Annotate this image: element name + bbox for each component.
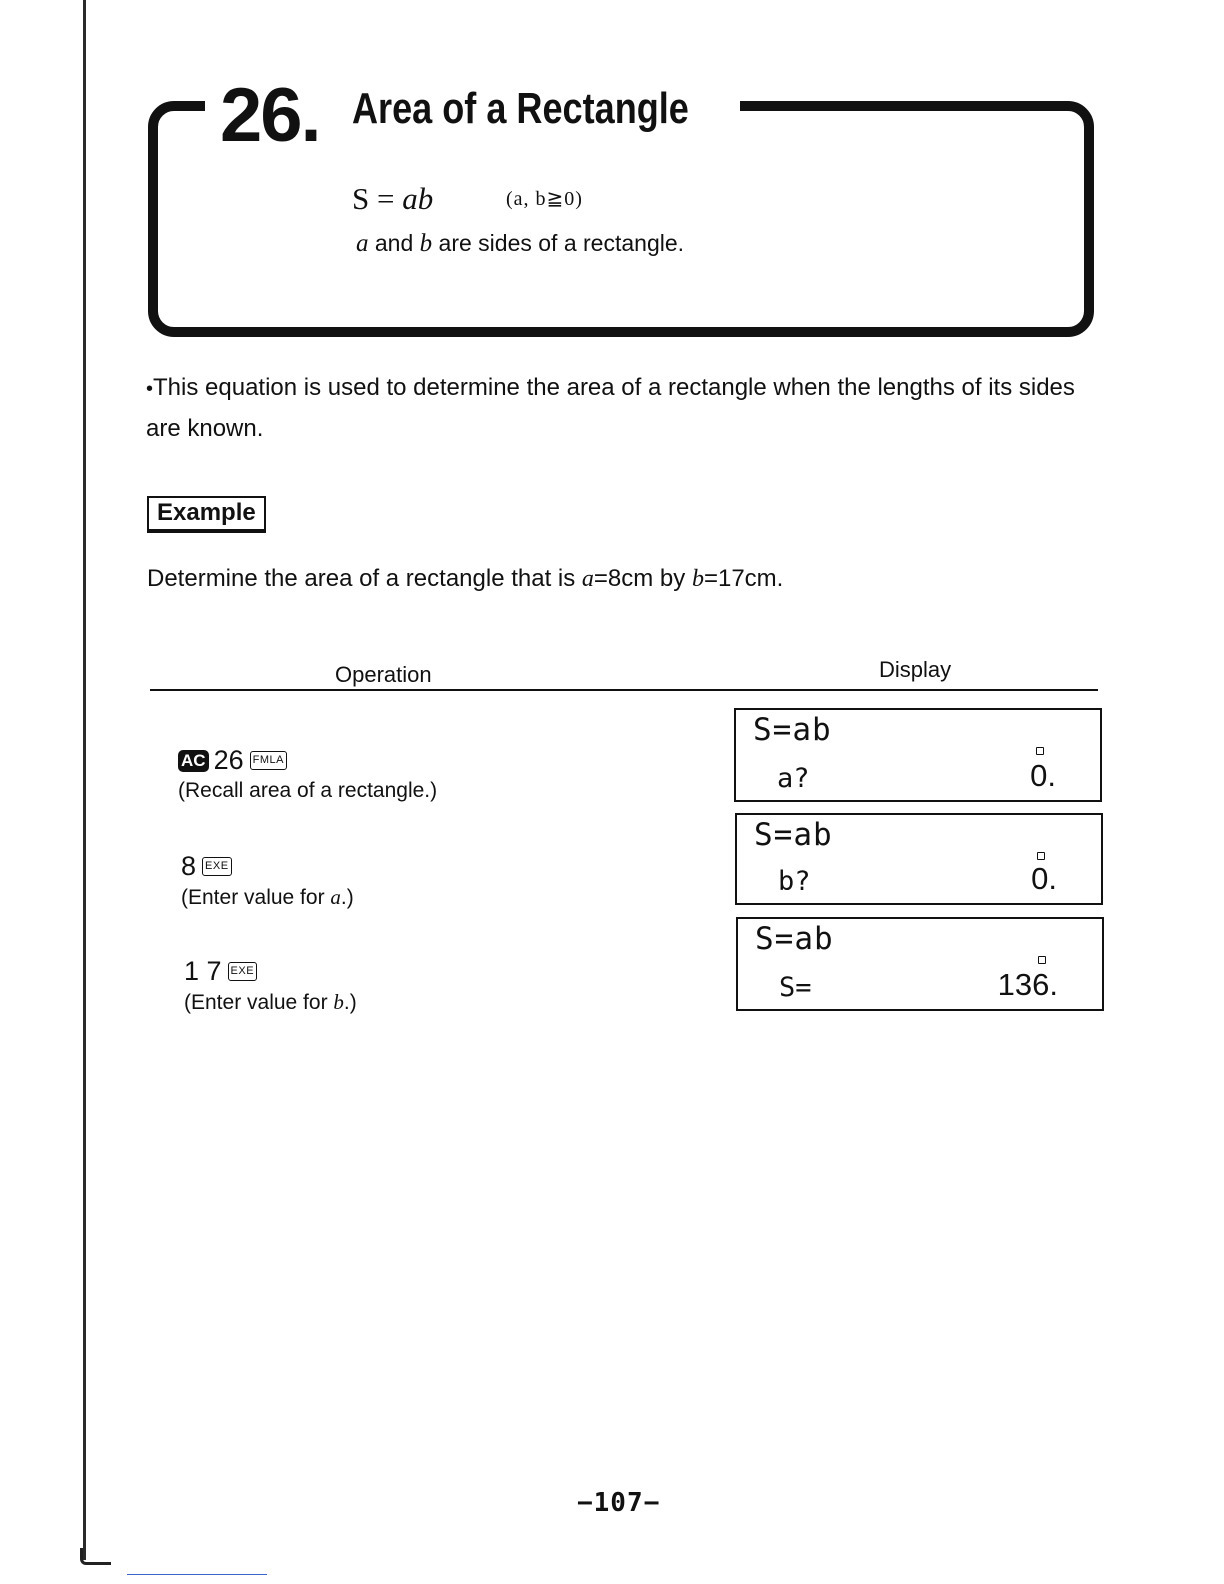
problem-var-b: b	[691, 566, 704, 592]
page-number: −107−	[577, 1488, 661, 1518]
display-1-line1: S=ab	[753, 712, 832, 748]
bullet: •	[146, 378, 154, 400]
display-indicator-icon	[1038, 956, 1046, 964]
display-indicator-icon	[1037, 852, 1045, 860]
display-2	[735, 813, 1103, 905]
step-3-note-text: (Enter value for	[184, 991, 334, 1014]
display-1	[734, 708, 1102, 802]
binding-corner	[80, 1548, 111, 1565]
problem-statement	[147, 565, 783, 593]
step-2-keys	[181, 851, 354, 882]
section-title: Area of a Rectangle	[352, 84, 689, 133]
formula-description	[356, 230, 684, 258]
step-2-note-text: (Enter value for	[181, 886, 331, 909]
page-edge-line	[127, 1574, 267, 1575]
formula	[352, 181, 433, 217]
formula-rhs: ab	[402, 181, 434, 216]
display-2-line1: S=ab	[754, 817, 833, 853]
intro-text: This equation is used to determine the area of a rectangle when the lengths of its sides are known.	[146, 374, 1075, 442]
intro-paragraph	[146, 368, 1106, 448]
display-3	[736, 917, 1104, 1011]
step-3	[184, 956, 357, 1015]
example-label: Example	[147, 496, 266, 533]
fmla-key: FMLA	[250, 751, 287, 770]
step-1	[178, 745, 437, 803]
problem-text: Determine the area of a rectangle that is	[147, 565, 582, 592]
step-2-note-end: .)	[340, 886, 354, 909]
display-3-line2: S=	[779, 972, 812, 1003]
display-header: Display	[879, 657, 952, 682]
formula-condition: (a, b≧0)	[506, 188, 583, 210]
problem-a-value: =8cm by	[593, 565, 692, 592]
table-rule	[150, 689, 1098, 691]
step-3-note-end: .)	[343, 991, 357, 1014]
formula-lhs: S =	[352, 181, 403, 216]
display-2-value: 0.	[1031, 861, 1057, 896]
step-3-note-var: b	[333, 990, 344, 1014]
step-2	[181, 851, 354, 910]
step-3-digits: 1 7	[184, 956, 222, 986]
var-a: a	[356, 230, 369, 257]
step-1-note: (Recall area of a rectangle.)	[178, 779, 438, 802]
problem-b-value: =17cm.	[703, 565, 784, 592]
display-indicator-icon	[1036, 747, 1044, 755]
ac-key: AC	[178, 750, 209, 772]
display-1-line2: a?	[777, 763, 810, 794]
step-2-digits: 8	[181, 851, 197, 881]
step-3-note	[184, 990, 357, 1015]
display-3-value: 136.	[997, 967, 1058, 1002]
step-1-digits: 26	[213, 745, 244, 775]
display-2-line2: b?	[778, 866, 811, 897]
exe-key: EXE	[202, 857, 232, 876]
step-2-note-var: a	[330, 885, 341, 909]
exe-key: EXE	[228, 962, 258, 981]
var-b: b	[419, 230, 433, 257]
step-2-note	[181, 885, 354, 910]
operation-header: Operation	[335, 662, 432, 687]
section-number: 26.	[220, 73, 320, 158]
desc-rest: are sides of a rectangle.	[432, 230, 685, 256]
display-3-line1: S=ab	[755, 921, 834, 957]
desc-middle: and	[368, 230, 420, 256]
display-1-value: 0.	[1030, 758, 1056, 793]
binding-edge	[83, 0, 86, 1560]
step-1-keys	[178, 745, 437, 776]
step-3-keys	[184, 956, 357, 987]
problem-var-a: a	[581, 566, 594, 592]
